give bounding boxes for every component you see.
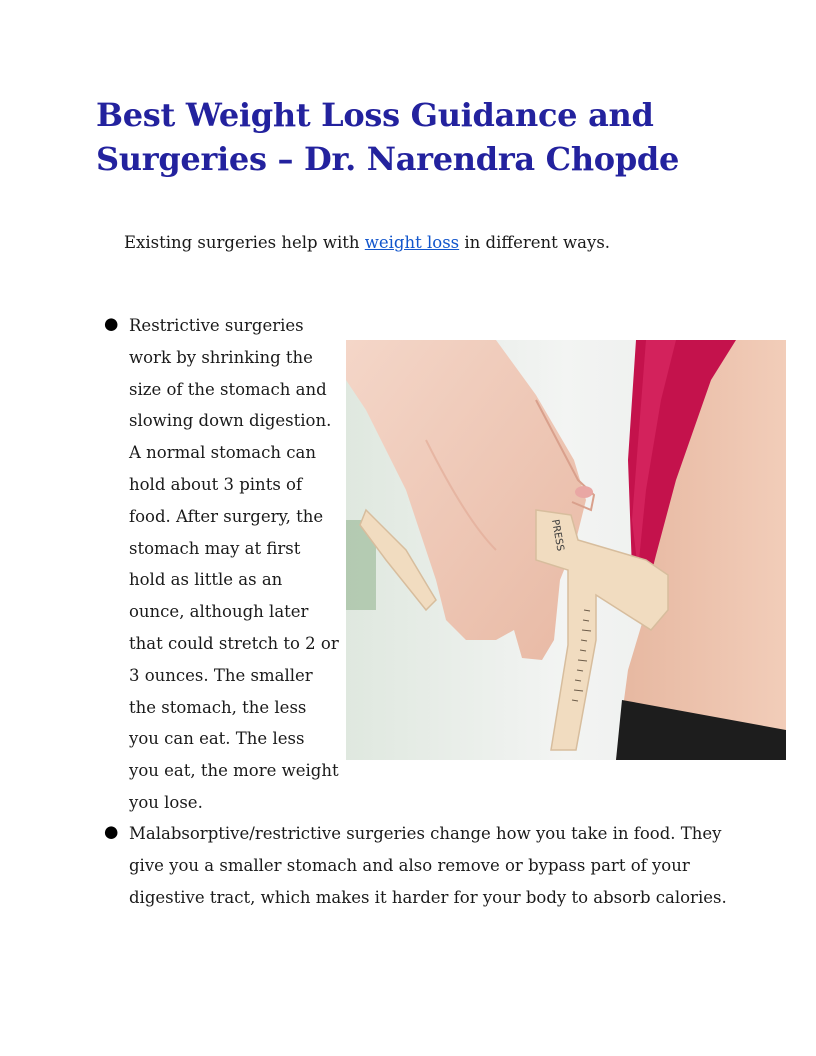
intro-paragraph <box>124 230 724 256</box>
weight-loss-link[interactable]: weight loss <box>364 233 460 252</box>
intro-text-after: in different ways. <box>459 233 611 252</box>
bullet-marker: ● <box>104 314 119 333</box>
intro-text-before: Existing surgeries help with <box>124 233 365 252</box>
list-item-malabsorptive-surgeries: Malabsorptive/restrictive surgeries change how you take in food. They give you a smaller stomach and also remove or bypass part of your digestive tract, which makes it harder for your body to absorb calories. <box>129 824 727 907</box>
caliper-press-label: PRESS <box>549 518 566 553</box>
list-item-restrictive-surgeries: Restrictive surgeries work by shrinking the size of the stomach and slowing down digestion. A normal stomach can hold about 3 pints of food. After surgery, the stomach may at first hold as little as an ounce, although later that could stretch to 2 or 3 ounces. The smaller the stomach, the less you can eat. The less you eat, the more weight you lose. <box>129 316 339 812</box>
page-title: Best Weight Loss Guidance and Surgeries – Dr. Narendra Chopde <box>96 96 680 178</box>
body-fat-caliper-photo <box>346 340 786 760</box>
bullet-marker: ● <box>104 822 119 841</box>
